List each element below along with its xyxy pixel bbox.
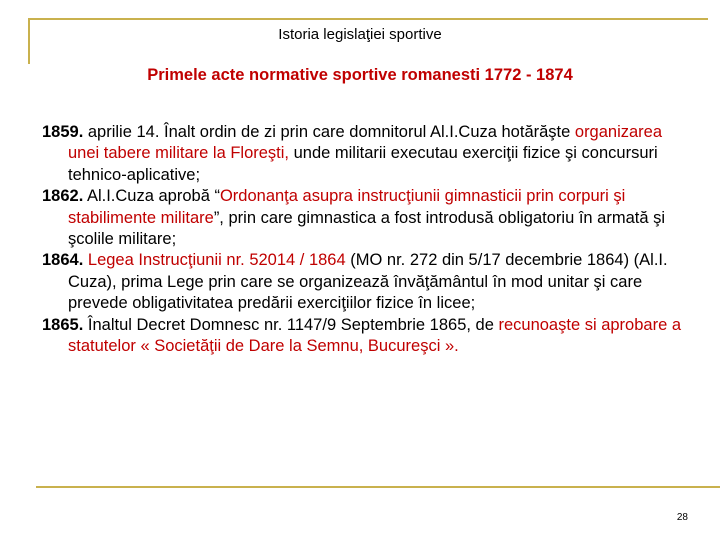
entry-text: aprilie 14. Înalt ordin de zi prin care domnitorul Al.I.Cuza hotărăşte — [83, 123, 575, 141]
entry-year: 1864. — [42, 251, 84, 270]
entry-highlight: Legea Instrucţiunii nr. 52014 / 1864 — [87, 251, 346, 270]
entry-text: unde militarii executau exerciţii fizice şi concursuri tehnico-aplicative; — [68, 144, 658, 184]
entry-text: Înaltul Decret Domnesc nr. 1147/9 Septembrie 1865, de — [83, 315, 499, 334]
entry-year: 1865. — [42, 315, 84, 334]
slide-header: Istoria legislaţiei sportive — [278, 26, 442, 43]
entry-highlight: recunoaşte si aprobare a statutelor « Societăţii de Dare la Semnu, Bucureşci ». — [68, 315, 682, 356]
entry-year: 1859. — [42, 123, 84, 141]
entry-text: Al.I.Cuza aprobă “ — [83, 187, 220, 206]
entry-1864 — [42, 250, 682, 314]
entry-highlight: organizarea unei tabere militare la Floreşti, — [68, 123, 663, 163]
slide-content — [42, 122, 682, 357]
entry-year: 1862. — [42, 187, 84, 206]
entry-1865 — [42, 315, 682, 358]
entry-1859 — [42, 122, 682, 186]
page-number: 28 — [676, 512, 688, 523]
entry-1862 — [42, 186, 682, 250]
decorative-bottom-line — [36, 486, 720, 488]
decorative-top-line — [28, 18, 708, 20]
entry-text: ”, prin care gimnastica a fost introdusă obligatoriu în armată şi şcolile militare; — [68, 208, 666, 249]
entry-text: (MO nr. 272 din 5/17 decembrie 1864) (Al.I. Cuza), prima Lege prin care se organizează învăţământul în mod unitar şi care prevede obligativitatea predării exerciţiilor fizice în licee; — [68, 251, 668, 313]
slide-title: Primele acte normative sportive romanesti 1772 - 1874 — [147, 66, 573, 84]
entry-highlight: Ordonanţa asupra instrucţiunii gimnasticii prin corpuri şi stabilimente militare — [68, 187, 626, 227]
